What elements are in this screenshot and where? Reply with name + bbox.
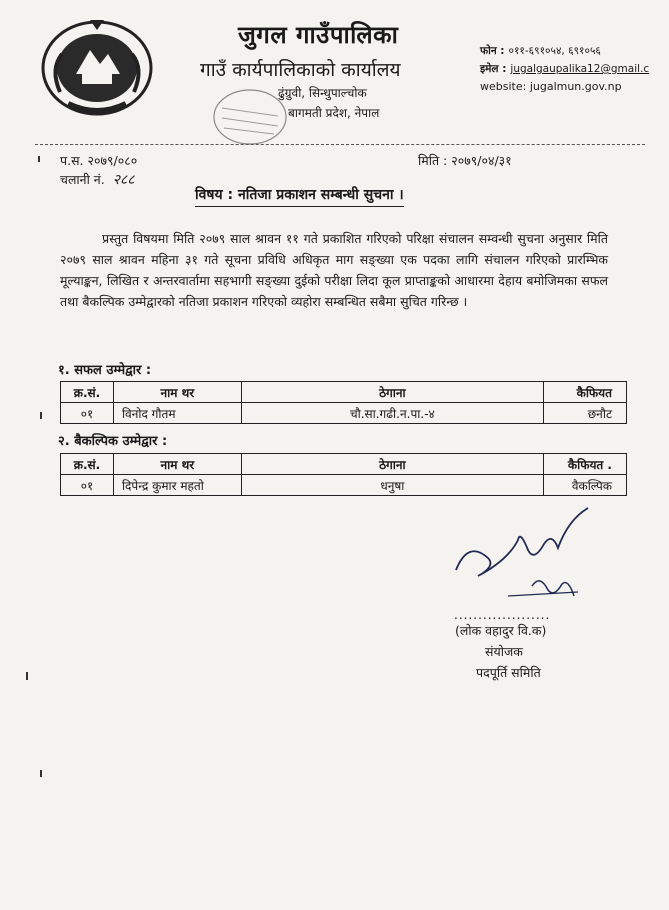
- website-value[interactable]: website: jugalmun.gov.np: [480, 80, 622, 93]
- date-label: मिति :: [418, 153, 448, 168]
- signatory-committee: पदपूर्ति समिति: [476, 665, 541, 680]
- table-row: [61, 475, 627, 496]
- email-label: इमेल :: [480, 63, 507, 75]
- nepal-emblem-icon: [38, 14, 156, 118]
- col-address: ठेगाना: [241, 454, 543, 475]
- email-value[interactable]: jugalgaupalika12@gmail.c: [510, 63, 650, 75]
- cell-name: दिपेन्द्र कुमार महतो: [113, 475, 241, 496]
- cell-serial: ०१: [61, 475, 114, 496]
- dispatch-value: २८८: [112, 172, 135, 188]
- table-row: [61, 403, 627, 424]
- cell-remark: छनौट: [544, 403, 627, 424]
- contact-website: [480, 80, 622, 93]
- date-line: [418, 152, 512, 169]
- col-address: ठेगाना: [241, 382, 543, 403]
- signature-dots: ....................: [454, 608, 551, 622]
- alternate-candidates-table: [60, 453, 627, 496]
- cell-address: चौ.सा.गढी.न.पा.-४: [241, 403, 543, 424]
- margin-mark: [26, 672, 28, 680]
- cell-name: विनोद गौतम: [113, 403, 241, 424]
- section-successful-heading: १. सफल उम्मेद्वार :: [58, 363, 152, 378]
- col-serial: क्र.सं.: [61, 454, 114, 475]
- body-paragraph: प्रस्तुत विषयमा मिति २०७९ साल श्रावन ११ गते प्रकाशित गरिएको परिक्षा संचालन सम्वन्धी सुचना अनुसार मिति २०७९ साल श्रावन महिना ३१ गते सूचना प्रविधि अधिकृत माग सङ्ख्या एक पदका लागि संचालन गरिएको प्रारम्भिक मूल्याङ्कन, लिखित र अन्तरवार्तामा सहभागी सङ्ख्या दुईको परीक्षा लिदा कूल प्राप्ताङ्कको आधारमा देहाय बमोजिमका सफल तथा बैकल्पिक उम्मेद्वारको नतिजा प्रकाशन गरिएको व्यहोरा सम्बन्धित सबैमा सुचित गरिन्छ ।: [60, 231, 608, 309]
- ps-value: २०७९/०८०: [87, 153, 138, 168]
- col-serial: क्र.सं.: [61, 382, 114, 403]
- office-name: गाउँ कार्यपालिकाको कार्यालय: [200, 59, 401, 81]
- signatory-title: संयोजक: [485, 644, 523, 659]
- margin-mark: [40, 770, 42, 777]
- dispatch-label: चलानी नं.: [60, 172, 105, 187]
- ps-label: प.स.: [60, 153, 84, 168]
- subject-heading: विषय : नतिजा प्रकाशन सम्बन्धी सुचना ।: [195, 185, 404, 207]
- ps-line: [60, 152, 137, 169]
- cell-remark: वैकल्पिक: [544, 475, 627, 496]
- dispatch-line: [60, 170, 135, 189]
- table-header-row: [61, 382, 627, 403]
- address-line-1: ढुंग्रुवी, सिन्धुपाल्चोक: [278, 86, 367, 100]
- signatory-name: (लोक वहादुर वि.क): [455, 623, 547, 638]
- cell-address: धनुषा: [241, 475, 543, 496]
- col-name: नाम थर: [113, 454, 241, 475]
- margin-mark: [38, 156, 40, 162]
- contact-phone: [480, 44, 601, 58]
- date-value: २०७९/०४/३१: [451, 153, 512, 168]
- address-line-2: बागमती प्रदेश, नेपाल: [288, 106, 380, 120]
- col-remark: कैफियत .: [544, 454, 627, 475]
- table-header-row: [61, 454, 627, 475]
- col-name: नाम थर: [113, 382, 241, 403]
- org-name: जुगल गाउँपालिका: [238, 21, 399, 49]
- successful-candidates-table: [60, 381, 627, 424]
- phone-value: ०११-६९१०५४, ६९१०५६: [508, 45, 601, 57]
- phone-label: फोन :: [480, 45, 505, 57]
- handwritten-signature-icon: [448, 500, 598, 610]
- col-remark: कैफियत: [544, 382, 627, 403]
- margin-mark: [40, 412, 42, 419]
- header-divider: [35, 144, 645, 145]
- cell-serial: ०१: [61, 403, 114, 424]
- contact-email: [480, 62, 649, 76]
- section-alternate-heading: २. बैकल्पिक उम्मेद्वार :: [58, 434, 168, 449]
